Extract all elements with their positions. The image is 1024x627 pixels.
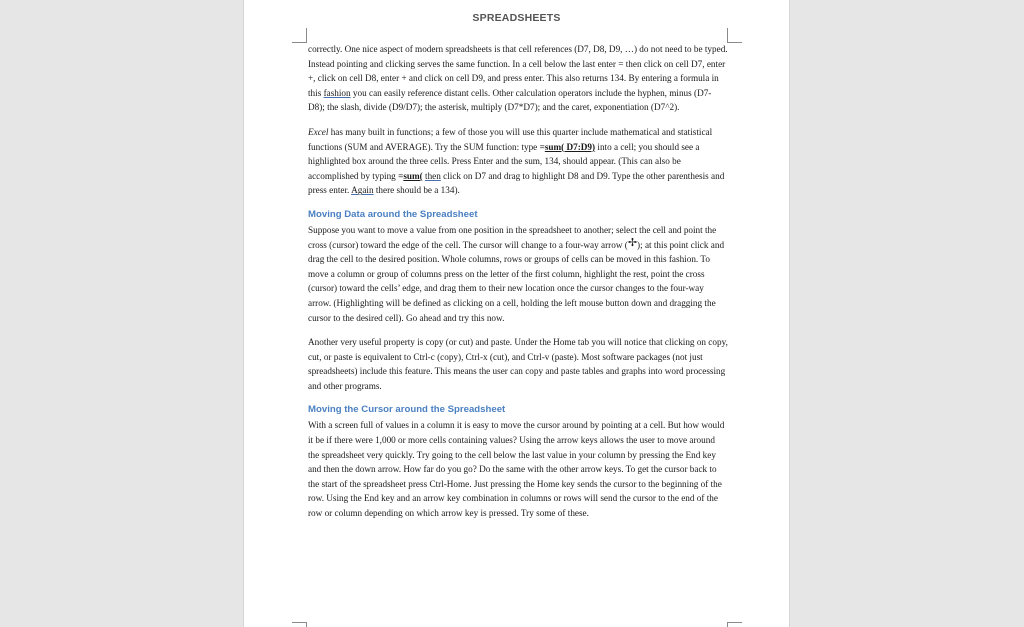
document-body[interactable] <box>308 42 728 521</box>
paragraph-text: Suppose you want to move a value from one position in the spreadsheet to another; select the cell and point the cross (cursor) toward the edge of the cell. The cursor will change to a four-way arrow ( <box>308 224 717 250</box>
formula-equals: = <box>539 141 545 152</box>
paragraph-text: has many built in functions; a few of those you will use this quarter include mathematical and statistical functions (SUM and AVERAGE). Try the SUM function: type <box>308 126 713 152</box>
formula-equals: = <box>398 170 404 181</box>
crop-mark-top-right <box>727 28 742 43</box>
spellcheck-word-then: then <box>425 170 441 181</box>
page-header: SPREADSHEETS <box>472 12 561 24</box>
paragraph-moving-data <box>308 223 728 325</box>
paragraph-cell-references <box>308 42 728 115</box>
paragraph-text: into a cell; you should see a highlighted box around the three cells. Press Enter and the sum, 134, should appear. (This can also be accomplished by typing <box>308 141 700 181</box>
excel-italic-word: Excel <box>308 126 329 137</box>
paragraph-text: there should be a 134). <box>373 185 460 196</box>
section-heading-moving-cursor: Moving the Cursor around the Spreadsheet <box>308 404 506 416</box>
paragraph-text: you can easily reference distant cells. Other calculation operators include the hyphen, minus (D7-D8); the slash, divide (D9/D7); the asterisk, multiply (D7*D7); and the caret, exponentiation (D7^2). <box>308 87 712 113</box>
crop-mark-bottom-left <box>292 622 307 627</box>
section-heading-moving-data: Moving Data around the Spreadsheet <box>308 208 478 220</box>
paragraph-built-in-functions <box>308 125 728 198</box>
formula-sum-open: sum( <box>403 170 423 181</box>
paragraph-copy-paste: Another very useful property is copy (or cut) and paste. Under the Home tab you will notice that clicking on copy, cut, or paste is equivalent to Ctrl-c (copy), Ctrl-x (cut), and Ctrl-v (paste). Most software packages (not just spreadsheets) include this feature. This means the user can copy and paste tables and graphs into word processing and other programs. <box>308 337 728 391</box>
paragraph-text: click on D7 and drag to highlight D8 and D9. Type the other parenthesis and press enter. <box>308 170 725 196</box>
crop-mark-bottom-right <box>727 622 742 627</box>
paragraph-text: correctly. One nice aspect of modern spreadsheets is that cell references (D7, D8, D9, …) do not need to be typed. Instead pointing and clicking serves the same function. In a cell below the last enter = then click on cell D7, enter +, click on cell D8, enter + and click on cell D9, and press enter. This also returns 134. By entering a formula in this <box>308 44 728 98</box>
crop-mark-top-left <box>292 28 307 43</box>
document-page <box>244 0 789 627</box>
spellcheck-word-fashion: fashion <box>323 87 351 98</box>
spellcheck-word-again: Again <box>351 185 374 196</box>
paragraph-moving-cursor: With a screen full of values in a column it is easy to move the cursor around by pointing at a cell. But how would it be if there were 1,000 or more cells containing values? Using the arrow keys allows the user to move around the spreadsheet very quickly. Try going to the cell below the last value in your column by pressing the End key and then the down arrow. How far do you go? Do the same with the other arrow keys. To get the cursor back to the start of the spreadsheet press Ctrl-Home. Just pressing the Home key sends the cursor to the beginning of the row. Using the End key and an arrow key combination in columns or rows will send the cursor to the end of the row or column depending on which arrow key is pressed. Try some of these. <box>308 420 725 519</box>
paragraph-text: ); at this point click and drag the cell to the desired position. Whole columns, rows or groups of cells can be moved in this fashion. To move a column or group of columns press on the letter of the first column, highlight the rest, point the cross (cursor) toward the cells’ edge, and drag them to their new location once the cursor changes to the four-way arrow. (Highlighting will be defined as clicking on a cell, holding the left mouse button down and dragging the cursor to the desired cell). Go ahead and try this now. <box>308 239 725 323</box>
formula-sum-d7-d9: sum( D7:D9) <box>544 141 596 152</box>
four-way-arrow-icon: ✢ <box>627 235 638 249</box>
